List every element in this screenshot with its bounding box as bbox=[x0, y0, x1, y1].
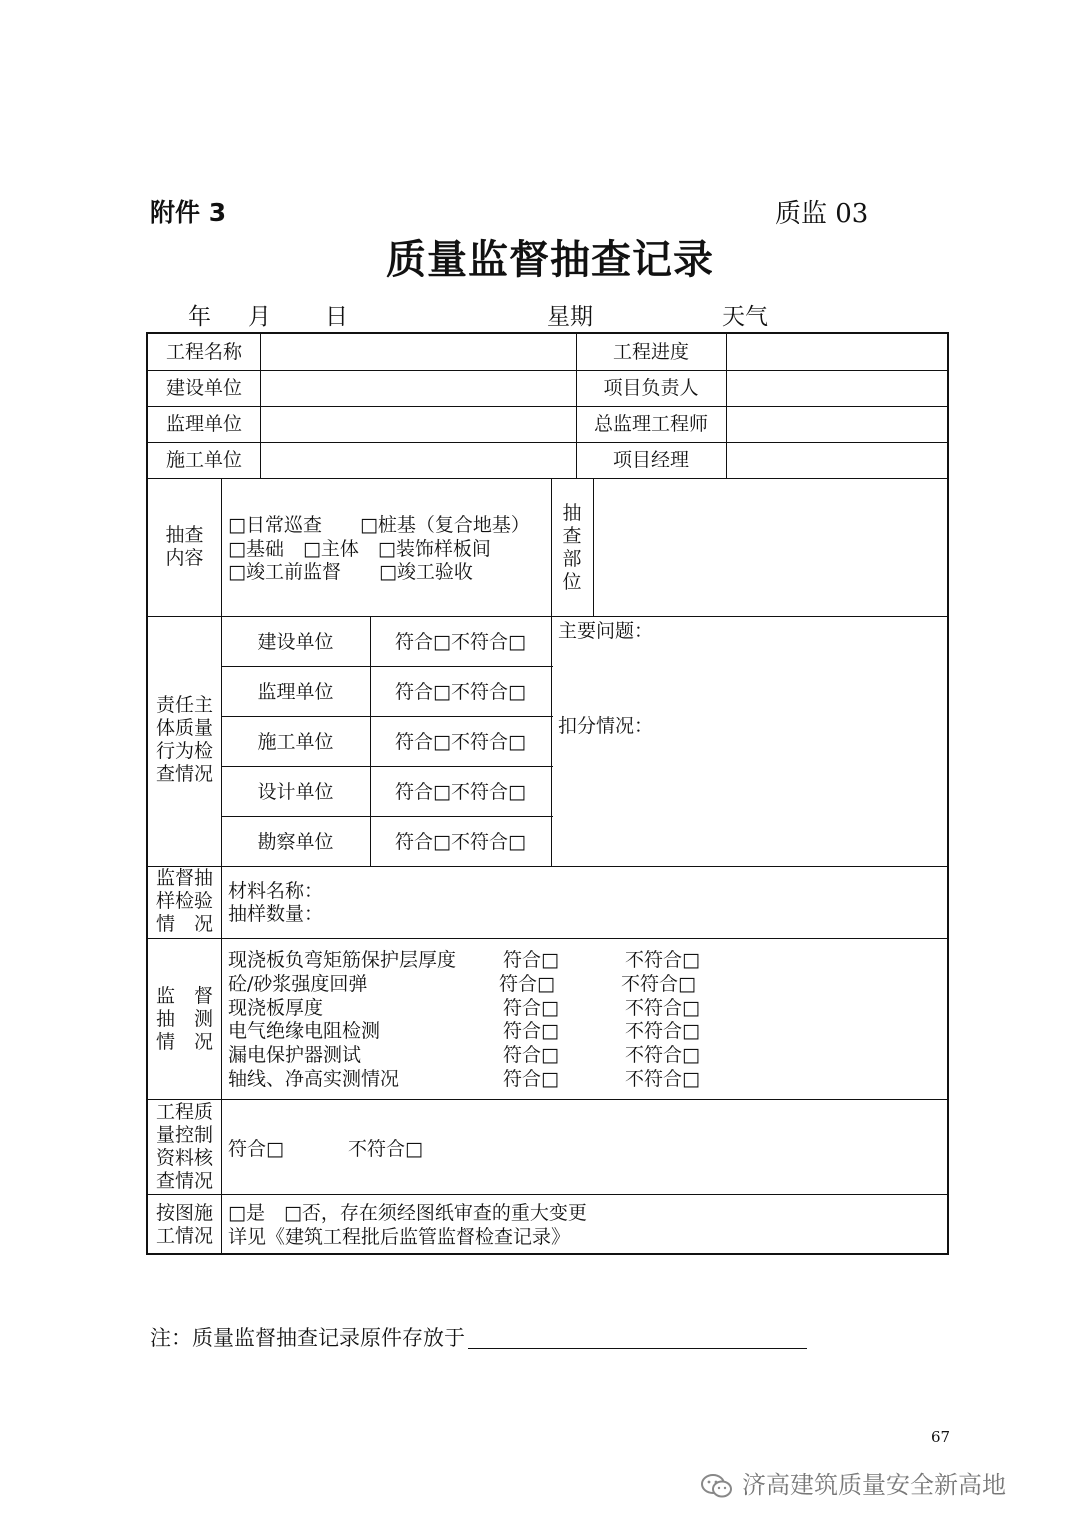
inspection-options-line: □日常巡查 □桩基（复合地基） bbox=[228, 514, 530, 536]
test-item-fail: 不符合□ bbox=[625, 949, 700, 971]
resp-unit-name: 勘察单位 bbox=[257, 831, 334, 853]
test-item-fail: 不符合□ bbox=[625, 997, 700, 1019]
project-name-label: 工程名称 bbox=[165, 341, 242, 363]
test-item-name: 现浇板厚度 bbox=[228, 997, 324, 1019]
deduction-label: 扣分情况： bbox=[558, 715, 654, 737]
test-item-fail: 不符合□ bbox=[621, 973, 696, 995]
quality-docs-fail: 不符合□ bbox=[348, 1138, 423, 1160]
resp-unit-name: 施工单位 bbox=[257, 731, 334, 753]
resp-unit-name: 监理单位 bbox=[257, 681, 334, 703]
resp-unit-name: 设计单位 bbox=[257, 781, 334, 803]
weather-label: 天气 bbox=[722, 304, 768, 330]
sample-quantity-label: 抽样数量： bbox=[228, 903, 324, 925]
drawing-compliance-detail: 详见《建筑工程批后监管监督检查记录》 bbox=[228, 1226, 571, 1248]
storage-fill-line bbox=[468, 1348, 807, 1349]
material-name-label: 材料名称： bbox=[228, 880, 324, 902]
resp-unit-result: 符合□不符合□ bbox=[395, 831, 526, 853]
test-item-fail: 不符合□ bbox=[625, 1044, 700, 1066]
sampling-label: 监督抽 样检验 情 况 bbox=[155, 867, 213, 935]
drawing-compliance-line: □是 □否，存在须经图纸审查的重大变更 bbox=[228, 1202, 587, 1224]
inspection-options-line: □竣工前监督 □竣工验收 bbox=[228, 561, 473, 583]
site-manager-label: 项目经理 bbox=[612, 449, 689, 471]
watermark-text: 济高建筑质量安全新高地 bbox=[742, 1471, 1006, 1499]
inspection-location-label: 抽 查 部 位 bbox=[562, 502, 582, 593]
resp-unit-result: 符合□不符合□ bbox=[395, 781, 526, 803]
test-item-name: 现浇板负弯矩筋保护层厚度 bbox=[228, 949, 457, 971]
resp-unit-result: 符合□不符合□ bbox=[395, 631, 526, 653]
resp-unit-result: 符合□不符合□ bbox=[395, 681, 526, 703]
project-progress-label: 工程进度 bbox=[612, 341, 689, 363]
main-issues-label: 主要问题： bbox=[558, 620, 654, 642]
responsibility-label: 责任主 体质量 行为检 查情况 bbox=[155, 694, 213, 785]
watermark bbox=[700, 1465, 1006, 1500]
test-item-pass: 符合□ bbox=[503, 1044, 559, 1066]
test-item-pass: 符合□ bbox=[503, 1020, 559, 1042]
supervision-unit-label: 监理单位 bbox=[165, 413, 242, 435]
chief-supervisor-label: 总监理工程师 bbox=[593, 413, 708, 435]
quality-docs-pass: 符合□ bbox=[228, 1138, 284, 1160]
test-item-name: 轴线、净高实测情况 bbox=[228, 1068, 400, 1090]
project-manager-label: 项目负责人 bbox=[603, 377, 699, 399]
date-year-label: 年 bbox=[188, 304, 211, 330]
contractor-label: 施工单位 bbox=[165, 449, 242, 471]
resp-unit-result: 符合□不符合□ bbox=[395, 731, 526, 753]
form-code: 质监 03 bbox=[775, 199, 869, 229]
storage-note: 注：质量监督抽查记录原件存放于 bbox=[150, 1326, 465, 1350]
quality-docs-label: 工程质 量控制 资料核 查情况 bbox=[155, 1101, 213, 1192]
page-title: 质量监督抽查记录 bbox=[386, 236, 714, 283]
test-item-name: 电气绝缘电阻检测 bbox=[228, 1020, 381, 1042]
attachment-label: 附件 3 bbox=[150, 198, 227, 227]
construction-unit-label: 建设单位 bbox=[165, 377, 242, 399]
test-item-name: 漏电保护器测试 bbox=[228, 1044, 362, 1066]
test-item-pass: 符合□ bbox=[499, 973, 555, 995]
test-item-fail: 不符合□ bbox=[625, 1020, 700, 1042]
page-number: 67 bbox=[931, 1428, 951, 1446]
test-item-pass: 符合□ bbox=[503, 997, 559, 1019]
resp-unit-name: 建设单位 bbox=[257, 631, 334, 653]
inspection-content-label: 抽查 内容 bbox=[165, 524, 204, 569]
test-item-pass: 符合□ bbox=[503, 1068, 559, 1090]
test-item-fail: 不符合□ bbox=[625, 1068, 700, 1090]
inspection-options-line: □基础 □主体 □装饰样板间 bbox=[228, 538, 491, 560]
inspection-form bbox=[146, 332, 949, 1255]
test-item-pass: 符合□ bbox=[503, 949, 559, 971]
test-item-name: 砼/砂浆强度回弹 bbox=[228, 973, 368, 995]
date-day-label: 日 bbox=[325, 304, 348, 330]
wechat-icon bbox=[700, 1473, 734, 1499]
testing-label: 监 督 抽 测 情 况 bbox=[155, 985, 213, 1053]
date-month-label: 月 bbox=[248, 304, 271, 330]
drawing-compliance-label: 按图施 工情况 bbox=[155, 1202, 213, 1247]
weekday-label: 星期 bbox=[547, 304, 593, 330]
